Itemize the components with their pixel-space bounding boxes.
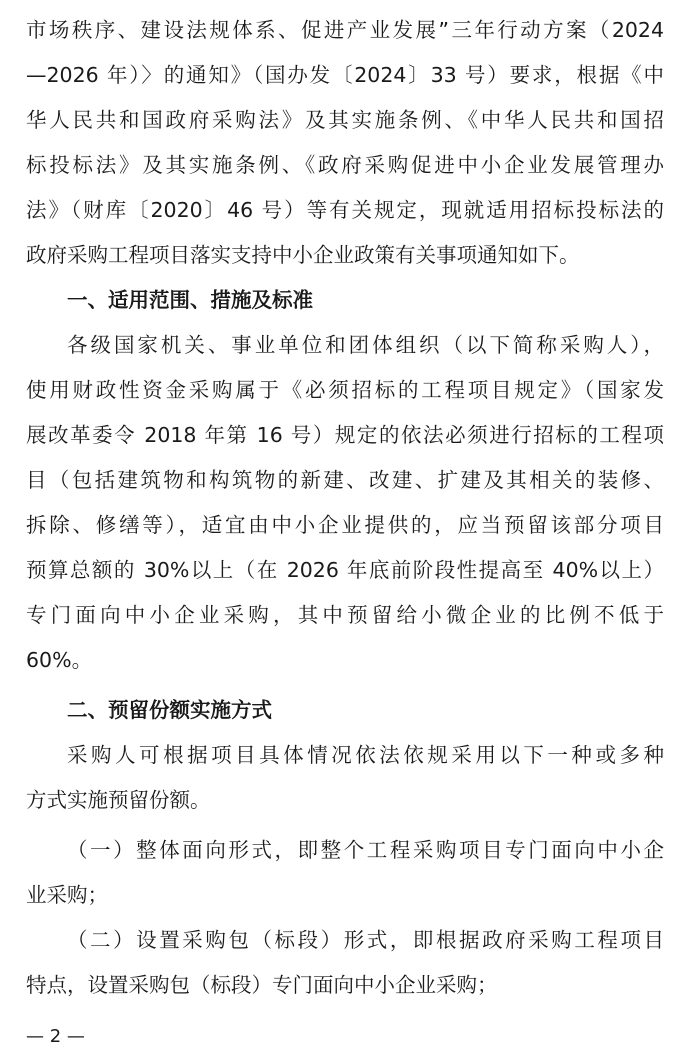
section-heading: 一、适用范围、措施及标准 xyxy=(67,288,313,312)
body-text-line: 方式实施预留份额。 xyxy=(26,788,211,812)
body-text-line: 市场秩序、建设法规体系、促进产业发展”三年行动方案（2024 xyxy=(26,18,664,42)
body-text-line: 华人民共和国政府采购法》及其实施条例、《中华人民共和国招 xyxy=(26,108,664,132)
body-text-line: 业采购； xyxy=(26,883,108,907)
body-text-line: —2026 年）〉的通知》（国办发〔2024〕33 号）要求，根据《中 xyxy=(26,63,664,87)
body-text-line: 使用财政性资金采购属于《必须招标的工程项目规定》（国家发 xyxy=(26,378,664,402)
body-text-line: （一）整体面向形式，即整个工程采购项目专门面向中小企 xyxy=(67,838,664,862)
body-text-line: 展改革委令 2018 年第 16 号）规定的依法必须进行招标的工程项 xyxy=(26,423,664,447)
body-text-line: 专门面向中小企业采购，其中预留给小微企业的比例不低于 xyxy=(26,603,664,627)
body-text-line: 特点，设置采购包（标段）专门面向中小企业采购； xyxy=(26,973,498,997)
body-text-line: （二）设置采购包（标段）形式，即根据政府采购工程项目 xyxy=(67,928,664,952)
body-text-line: 预算总额的 30%以上（在 2026 年底前阶段性提高至 40%以上） xyxy=(26,558,664,582)
page-number: — 2 — xyxy=(26,1026,85,1047)
body-text-line: 60%。 xyxy=(26,648,93,672)
body-text-line: 法》（财库〔2020〕46 号）等有关规定，现就适用招标投标法的 xyxy=(26,198,664,222)
body-text-line: 政府采购工程项目落实支持中小企业政策有关事项通知如下。 xyxy=(26,243,580,267)
body-text-line: 标投标法》及其实施条例、《政府采购促进中小企业发展管理办 xyxy=(26,153,664,177)
body-text-line: 采购人可根据项目具体情况依法依规采用以下一种或多种 xyxy=(67,743,664,767)
section-heading: 二、预留份额实施方式 xyxy=(67,698,272,722)
body-text-line: 各级国家机关、事业单位和团体组织（以下简称采购人）， xyxy=(67,333,664,357)
body-text-line: 拆除、修缮等），适宜由中小企业提供的，应当预留该部分项目 xyxy=(26,513,664,537)
body-text-line: 目（包括建筑物和构筑物的新建、改建、扩建及其相关的装修、 xyxy=(26,468,664,492)
